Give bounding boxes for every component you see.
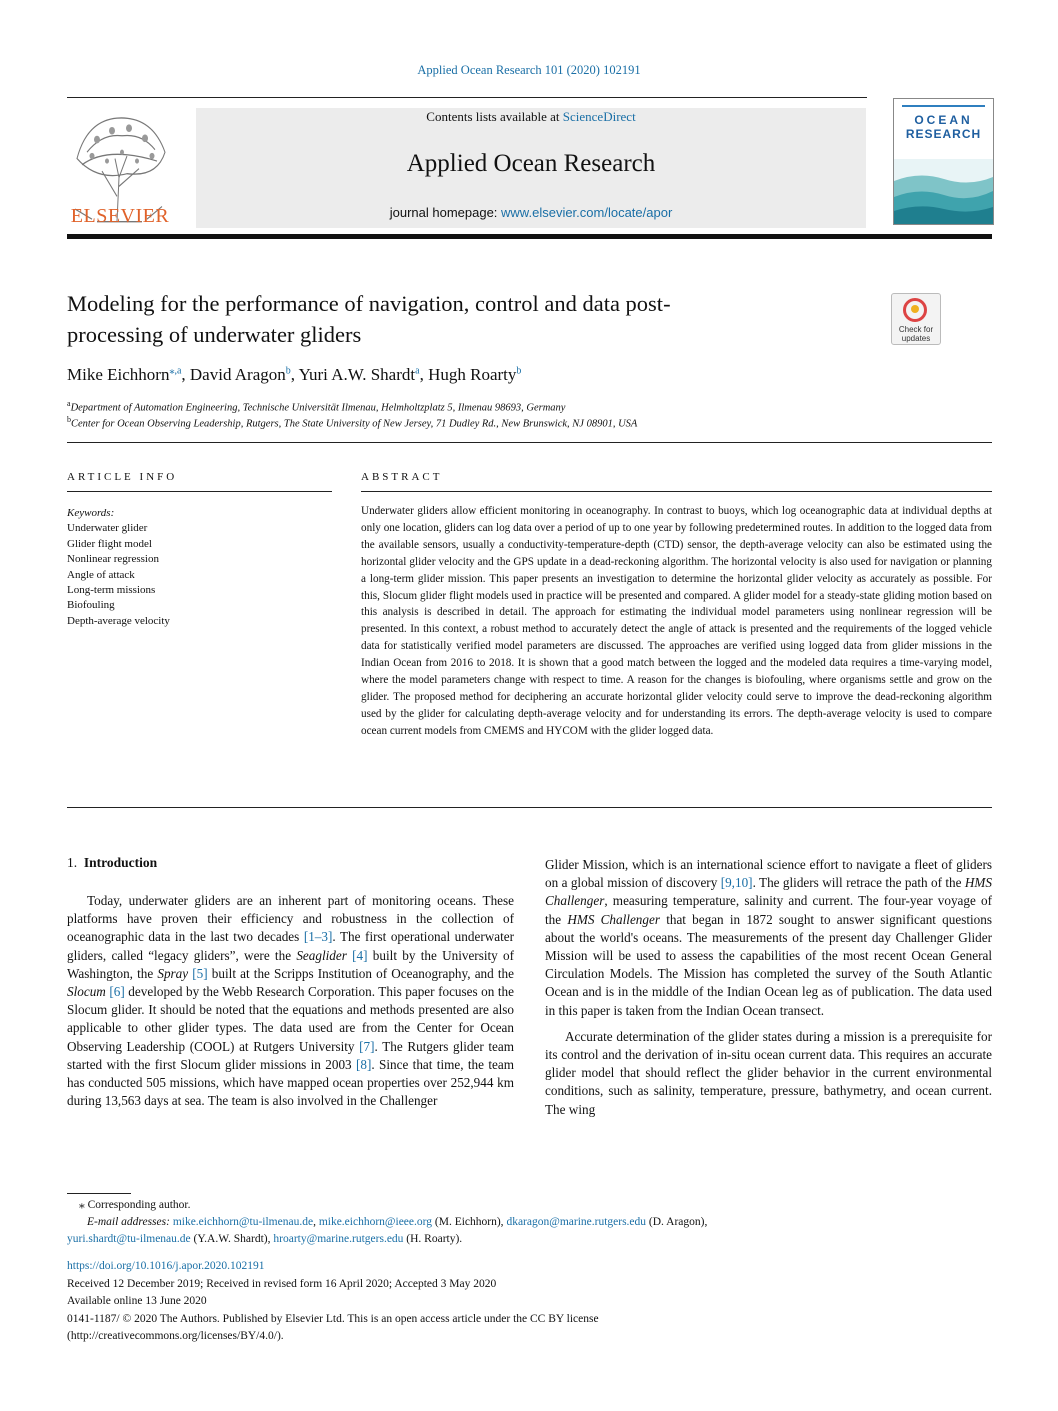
- keyword: Nonlinear regression: [67, 553, 159, 566]
- email-link[interactable]: mike.eichhorn@ieee.org: [318, 1216, 433, 1228]
- journal-cover[interactable]: [893, 98, 994, 225]
- keywords-title: Keywords:: [67, 507, 115, 519]
- crossmark-icon: [903, 298, 927, 322]
- footnote-rule: [67, 1193, 131, 1194]
- email-line-2: [67, 1231, 992, 1248]
- author-sup[interactable]: a: [415, 365, 420, 377]
- text-run: built by the University of Washington, the: [67, 947, 515, 981]
- cover-wave-icon: [894, 159, 993, 224]
- available-online: Available online 13 June 2020: [67, 1295, 207, 1307]
- citation-link[interactable]: [6]: [109, 984, 125, 1000]
- email-owner: (Y.A.W. Shardt),: [190, 1233, 274, 1245]
- left-column: [67, 892, 514, 1110]
- homepage-line: [196, 205, 866, 220]
- author-sup[interactable]: b: [516, 365, 522, 377]
- sciencedirect-link[interactable]: ScienceDirect: [562, 109, 636, 124]
- keywords-block: [67, 506, 327, 629]
- author-sup[interactable]: ⁎,a: [169, 365, 182, 377]
- text-run: built at the Scripps Institution of Oceanography, and the: [207, 965, 514, 981]
- footnotes: [67, 1197, 992, 1248]
- abstract-bottom-rule: [67, 807, 992, 808]
- text-run: developed by the Webb Research Corporation. This paper focuses on the Slocum glider. It should be noted that the equations and methods presented are also applicable to other glider types. The data used are from the Center for Ocean Observing Leadership (COOL) at Rutgers University: [67, 984, 514, 1054]
- affiliation-text: Center for Ocean Observing Leadership, Rutgers, The State University of New Jersey, 71 Dudley Rd., New Brunswick, NJ 08901, USA: [71, 418, 638, 430]
- front-matter: [67, 1258, 992, 1346]
- keyword: Biofouling: [67, 599, 115, 612]
- author-sep: ,: [419, 365, 429, 384]
- affiliation-a: [67, 399, 967, 414]
- author-sup[interactable]: b: [285, 365, 291, 377]
- text-run: . The first operational underwater gliders, called “legacy gliders”, were the: [67, 929, 514, 963]
- article-info-rule: [67, 491, 332, 492]
- text-run: Today, underwater gliders are an inherent part of monitoring oceans. These platforms have proven their efficiency and robustness in the collection of oceanographic data in the last two decades: [67, 893, 514, 945]
- contents-line: [196, 109, 866, 125]
- email-label: E-mail addresses:: [87, 1216, 173, 1228]
- journal-title: Applied Ocean Research: [406, 150, 656, 177]
- check-updates-label: Check for updates: [898, 325, 934, 343]
- author-list: [67, 365, 867, 385]
- received-dates: Received 12 December 2019; Received in revised form 16 April 2020; Accepted 3 May 2020: [67, 1277, 497, 1290]
- email-link[interactable]: mike.eichhorn@tu-ilmenau.de: [172, 1216, 314, 1228]
- corresponding-author-note: ⁎ Corresponding author.: [79, 1199, 191, 1211]
- paragraph: [545, 856, 992, 1020]
- title-rule: [67, 442, 992, 443]
- text-run: Slocum: [67, 984, 106, 1000]
- keyword: Depth-average velocity: [67, 614, 170, 627]
- email-owner: (H. Roarty).: [403, 1233, 463, 1245]
- author-sep: ,: [181, 365, 190, 384]
- text-run: Spray: [157, 965, 189, 981]
- author-name[interactable]: Mike Eichhorn: [67, 365, 170, 384]
- citation-link[interactable]: [1–3]: [303, 929, 333, 945]
- email-link[interactable]: dkaragon@marine.rutgers.edu: [506, 1216, 647, 1228]
- paragraph: [67, 892, 514, 1110]
- affiliation-sup: b: [67, 415, 71, 424]
- text-run: HMS Challenger: [545, 875, 992, 909]
- text-run: , measuring temperature, salinity and current. The four-year voyage of the: [545, 893, 992, 927]
- homepage-prefix: journal homepage:: [389, 205, 502, 220]
- affiliation-b: [67, 415, 967, 430]
- citation-link[interactable]: [9,10]: [720, 875, 753, 891]
- author-name[interactable]: David Aragon: [189, 365, 286, 384]
- author-sep: ,: [290, 365, 299, 384]
- article-info-heading: ARTICLE INFO: [67, 471, 178, 483]
- header-thick-rule: [67, 234, 992, 239]
- author-name[interactable]: Hugh Roarty: [428, 365, 517, 384]
- email-link[interactable]: hroarty@marine.rutgers.edu: [273, 1233, 404, 1245]
- text-run: . The Rutgers glider team started with the first Slocum glider missions in 2003: [67, 1038, 515, 1072]
- right-column: [545, 856, 992, 1119]
- keyword: Glider flight model: [67, 537, 152, 550]
- title-line-1: Modeling for the performance of navigation, control and data post-: [67, 291, 671, 316]
- keyword: Angle of attack: [67, 568, 135, 581]
- text-run: that began in 1872 sought to answer significant questions about the world's oceans. The measurements of the present day Challenger Glider Mission will be used to assess the capabilities of the most recent Ocean General Circulation Models. The Mission has completed the survey of the South Atlantic Ocean and is in the middle of the Indian Ocean leg as of publication. The data used in this paper is taken from the Indian Ocean transect.: [545, 911, 992, 1018]
- section-title: Introduction: [83, 855, 158, 870]
- citation-link[interactable]: [4]: [352, 947, 368, 963]
- doi-link[interactable]: https://doi.org/10.1016/j.apor.2020.102191: [67, 1260, 265, 1272]
- title-line-2: processing of underwater gliders: [67, 322, 362, 347]
- text-run: . The gliders will retrace the path of the: [752, 875, 965, 891]
- text-run: Glider Mission, which is an international science effort to navigate a fleet of gliders on a global mission of discovery: [545, 857, 992, 891]
- copyright-line: 0141-1187/ © 2020 The Authors. Published by Elsevier Ltd. This is an open access article under the CC BY license: [67, 1312, 599, 1325]
- email-owner: (D. Aragon),: [646, 1216, 708, 1228]
- email-sep: ,: [313, 1216, 319, 1228]
- section-heading: [67, 855, 157, 871]
- homepage-link[interactable]: www.elsevier.com/locate/apor: [501, 205, 673, 220]
- abstract-rule: [361, 491, 992, 492]
- license-link[interactable]: (http://creativecommons.org/licenses/BY/4.0/).: [67, 1330, 284, 1342]
- text-run: . Since that time, the team has conducted 505 missions, which have mapped ocean properties over 252,944 km during 13,563 days at sea. The team is also involved in the Challenger: [67, 1056, 514, 1109]
- section-number: 1.: [67, 855, 78, 870]
- cover-rule: [902, 105, 985, 107]
- author-name[interactable]: Yuri A.W. Shardt: [298, 365, 416, 384]
- cover-word-research: RESEARCH: [905, 127, 982, 141]
- affiliation-sup: a: [67, 399, 71, 408]
- paper-title: [67, 288, 827, 350]
- cover-word-ocean: OCEAN: [914, 113, 973, 127]
- email-line-1: [67, 1214, 992, 1231]
- email-owner: (M. Eichhorn),: [432, 1216, 507, 1228]
- contents-prefix: Contents lists available at: [426, 109, 563, 124]
- citation-link[interactable]: [8]: [355, 1056, 372, 1072]
- paragraph: Accurate determination of the glider states during a mission is a prerequisite for its control and the derivation of in-situ ocean current data. This requires an accurate glider model that should reflect the glider behavior in the current environmental conditions, such as salinity, temperature, pressure, bathymetry, and ocean current. The wing: [545, 1028, 992, 1117]
- header-rule: [67, 97, 867, 98]
- email-link[interactable]: yuri.shardt@tu-ilmenau.de: [67, 1233, 191, 1245]
- keyword: Long-term missions: [67, 584, 156, 597]
- keyword: Underwater glider: [67, 522, 148, 535]
- check-for-updates-button[interactable]: [891, 293, 941, 345]
- citation-link[interactable]: [7]: [359, 1038, 375, 1054]
- citation-link[interactable]: [5]: [192, 965, 208, 981]
- text-run: Seaglider: [296, 947, 347, 963]
- abstract-heading: ABSTRACT: [361, 471, 443, 483]
- affiliation-text: Department of Automation Engineering, Technische Universität Ilmenau, Helmholtzplatz 5, Ilmenau 98693, Germany: [70, 402, 566, 414]
- publisher-logo: ELSEVIER: [70, 205, 170, 227]
- journal-reference[interactable]: Applied Ocean Research 101 (2020) 102191: [417, 63, 641, 77]
- abstract-text: Underwater gliders allow efficient monitoring in oceanography. In contrast to buoys, which log oceanographic data at individual depths at only one location, gliders can log data over a period of up to one year by following predetermined routes. In addition to the logged data from the available sensors, usually a conductivity-temperature-depth (CTD) sensor, the depth-average velocity can also be estimated using the horizontal glider velocity and the GPS update in a dead-reckoning algorithm. The horizontal velocity is also used for navigation or planning a long-term glider mission. This paper presents an investigation to determine the horizontal glider velocity as accurately as possible. For this, Slocum glider flight models used in practice will be presented and compared. A glider model for a steady-state gliding motion based on this analysis is described in detail. The approach for estimating the individual model parameters using nonlinear regression will be presented. In this context, a robust method to accurately detect the angle of attack is presented and the requirements of the logged vehicle data for statistically verified model parameters are discussed. The approaches are verified using logged data from glider missions in the Indian Ocean from 2016 to 2018. It is shown that a good match between the logged and the modeled data requires a time-varying model, where the model parameters change with respect to time. A reason for the changes is biofouling, where organisms settle and grow on the glider. The proposed method for deciphering an accurate horizontal glider velocity could serve to improve the dead-reckoning algorithm used by the glider for calculating depth-average velocity and for understanding its errors. The depth-average velocity is used to compare ocean current models from CMEMS and HYCOM with the glider logged data.: [361, 505, 992, 737]
- text-run: HMS Challenger: [567, 911, 660, 927]
